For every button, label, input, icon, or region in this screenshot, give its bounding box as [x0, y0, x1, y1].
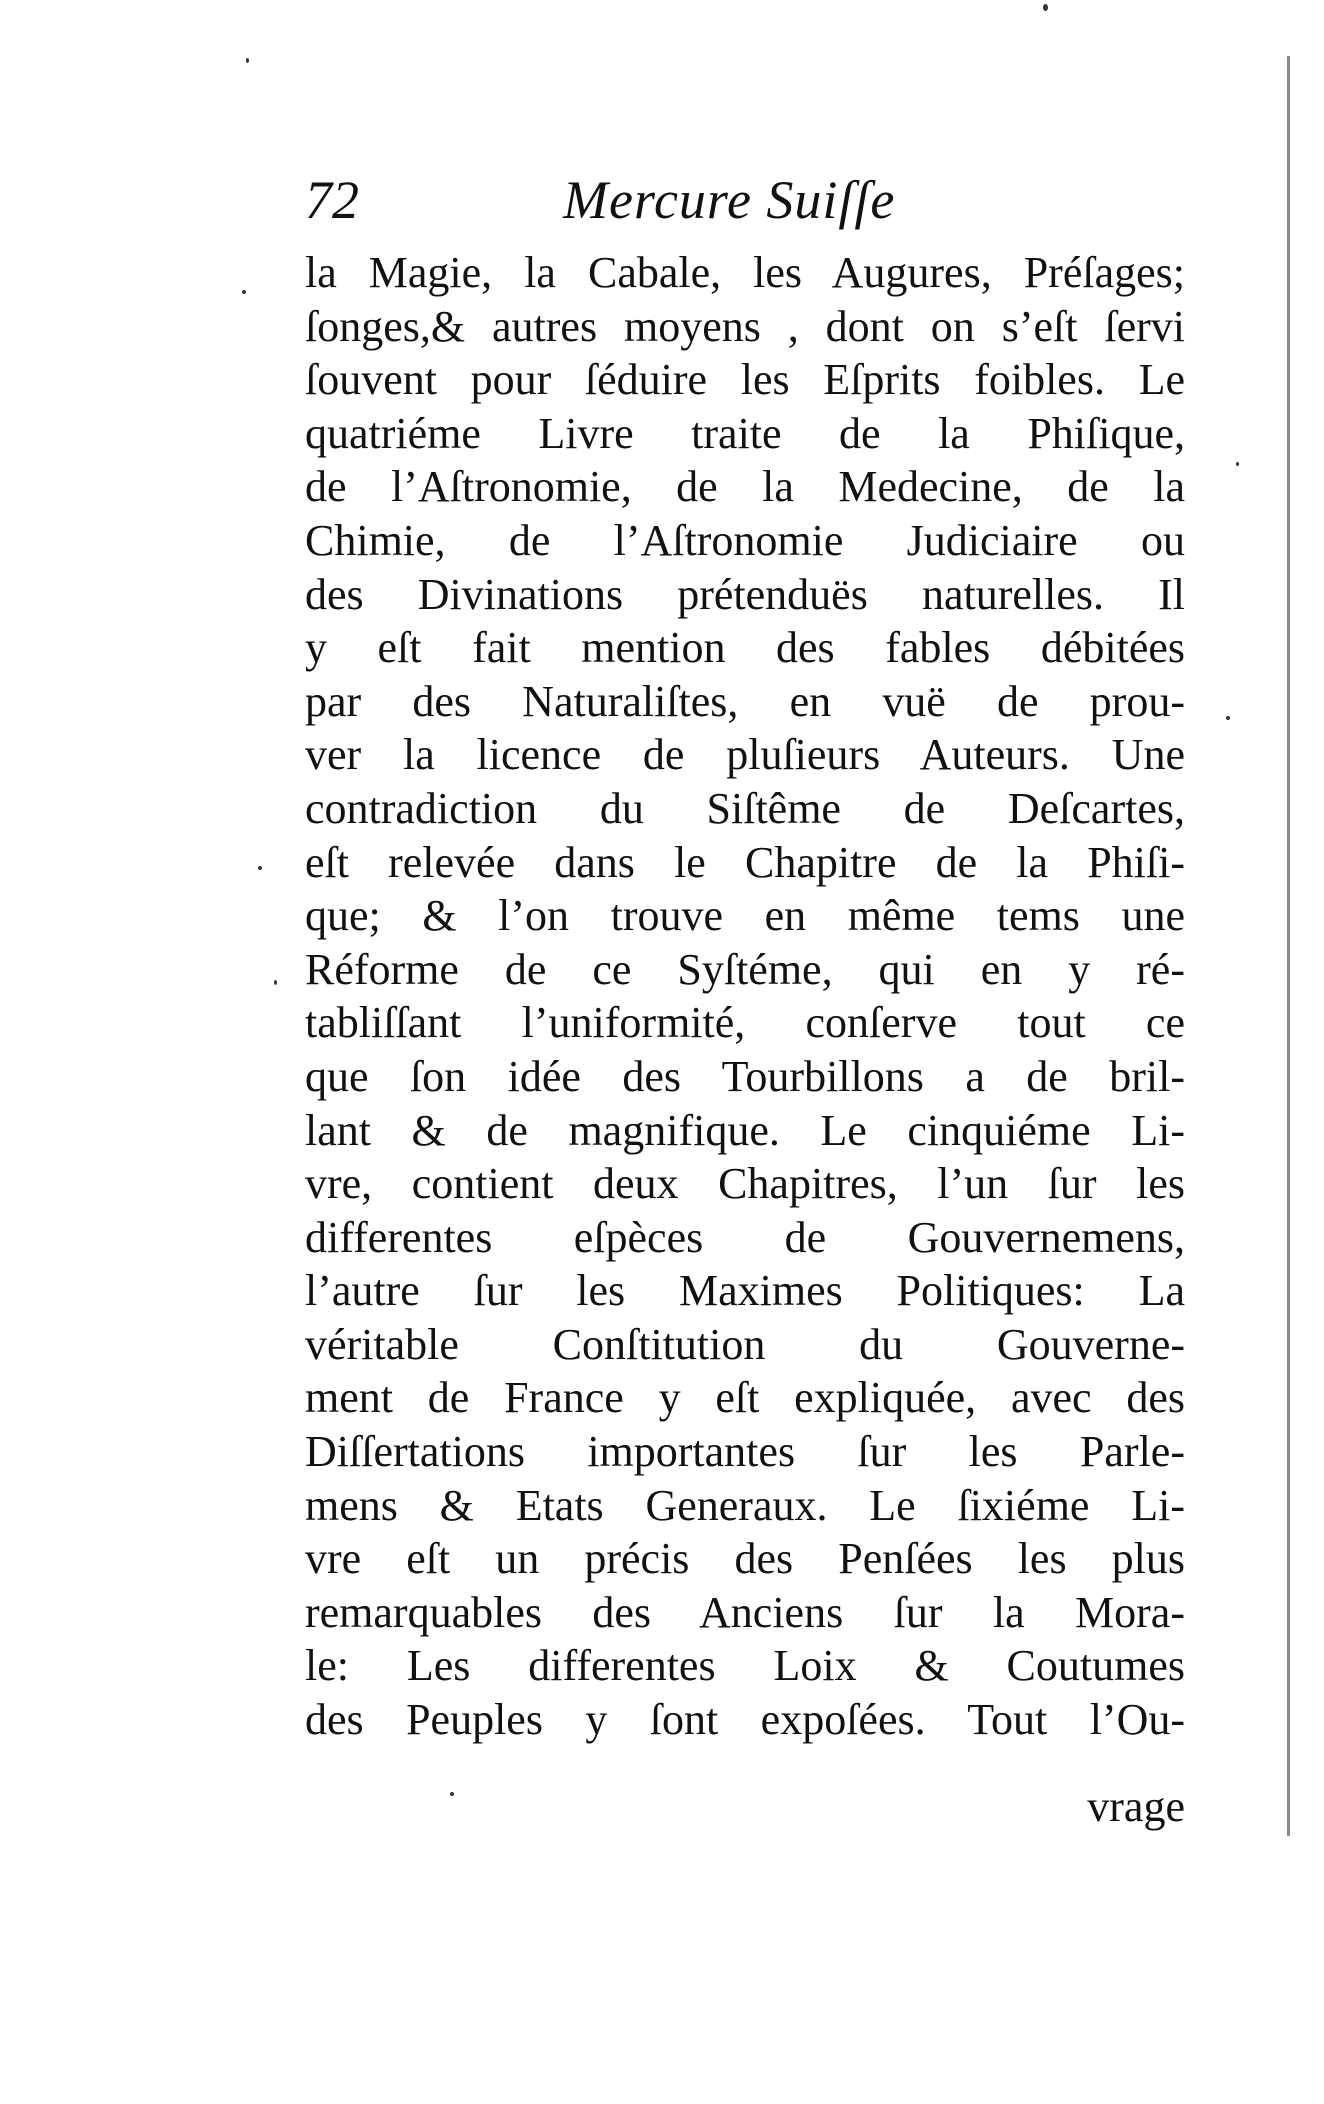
ink-speck [274, 980, 277, 985]
text-line: de l’Aſtronomie, de la Medecine, de la [305, 462, 1185, 512]
ink-speck [1043, 4, 1048, 11]
catchword: vrage [1087, 1782, 1185, 1831]
text-line: ſonges,& autres moyens , dont on s’eſt ſervi [305, 301, 1185, 351]
text-line: tabliſſant l’uniformité, conſerve tout ce [305, 998, 1185, 1048]
ink-speck [1236, 462, 1239, 466]
ink-speck [1226, 716, 1230, 720]
text-line: Chimie, de l’Aſtronomie Judiciaire ou [305, 515, 1185, 565]
text-line: eſt relevée dans le Chapitre de la Phiſi- [305, 837, 1185, 887]
text-line: vre eſt un précis des Penſées les plus [305, 1534, 1185, 1584]
ink-speck [246, 58, 249, 63]
text-line: ver la licence de pluſieurs Auteurs. Une [305, 730, 1185, 780]
ink-speck [242, 290, 246, 294]
text-line: mens & Etats Generaux. Le ſixiéme Li- [305, 1480, 1185, 1530]
text-line: Diſſertations importantes ſur les Parle- [305, 1427, 1185, 1477]
ink-speck [258, 866, 262, 870]
text-line: véritable Conſtitution du Gouverne- [305, 1319, 1185, 1369]
text-line: ment de France y eſt expliquée, avec des [305, 1373, 1185, 1423]
body-text [305, 246, 1185, 1747]
running-head [305, 168, 945, 232]
page-edge-line [1287, 56, 1290, 1836]
text-line: la Magie, la Cabale, les Augures, Préſages; [305, 248, 1185, 297]
text-line: vre, contient deux Chapitres, l’un ſur les [305, 1159, 1185, 1209]
text-line: contradiction du Siſtême de Deſcartes, [305, 783, 1185, 833]
text-line: quatriéme Livre traite de la Phiſique, [305, 408, 1185, 458]
text-line: differentes eſpèces de Gouvernemens, [305, 1212, 1185, 1262]
text-line: par des Naturaliſtes, en vuë de prou- [305, 676, 1185, 726]
text-line: Réforme de ce Syſtéme, qui en y ré- [305, 944, 1185, 994]
text-line: lant & de magnifique. Le cinquiéme Li- [305, 1105, 1185, 1155]
text-line: des Divinations prétenduës naturelles. Il [305, 569, 1185, 619]
text-line: ſouvent pour ſéduire les Eſprits foibles. Le [305, 355, 1185, 405]
text-line: y eſt fait mention des fables débitées [305, 623, 1185, 673]
page-number: 72 [305, 170, 359, 230]
running-title: Mercure Suiſſe [563, 170, 896, 230]
text-line: des Peuples y ſont expoſées. Tout l’Ou- [305, 1695, 1185, 1745]
text-line: l’autre ſur les Maximes Politiques: La [305, 1266, 1185, 1316]
text-line: que ſon idée des Tourbillons a de bril- [305, 1051, 1185, 1101]
text-line: que; & l’on trouve en même tems une [305, 891, 1185, 941]
ink-speck [450, 1792, 454, 1796]
text-line: remarquables des Anciens ſur la Mora- [305, 1587, 1185, 1637]
text-line: le: Les differentes Loix & Coutumes [305, 1641, 1185, 1691]
